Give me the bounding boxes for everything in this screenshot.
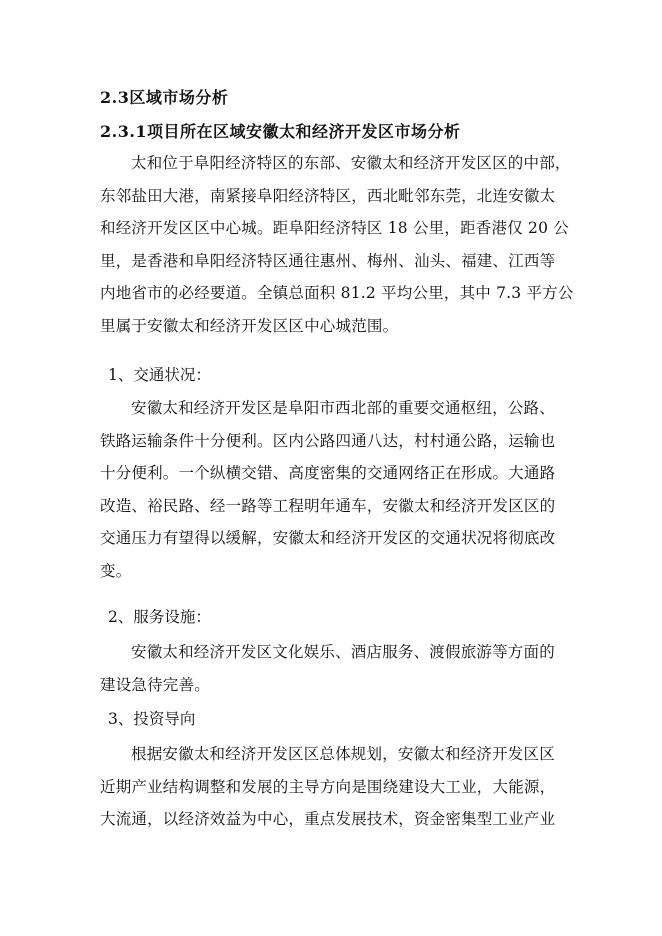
- traffic-paragraph: [100, 392, 560, 587]
- investment-paragraph: [100, 738, 560, 836]
- paragraph-line: 建设急待完善。: [100, 675, 210, 694]
- intro-paragraph: [100, 147, 574, 342]
- paragraph-line: 太和位于阜阳经济特区的东部、安徽太和经济开发区区的中部，: [131, 154, 571, 172]
- list-item-label-investment: 3、投资导向: [108, 710, 196, 728]
- paragraph-line: 交通压力有望得以缓解，安徽太和经济开发区的交通状况将彻底改: [100, 529, 556, 547]
- paragraph-line: 内地省市的必经要道。全镇总面积 81.2 平均公里，其中 7.3 平方公: [100, 284, 574, 302]
- paragraph-line: 根据安徽太和经济开发区区总体规划，安徽太和经济开发区区: [131, 745, 555, 763]
- list-item-label-services: 2、服务设施：: [108, 608, 211, 626]
- paragraph-line: 近期产业结构调整和发展的主导方向是围绕建设大工业，大能源，: [100, 777, 556, 796]
- paragraph-line: 和经济开发区区中心城。距阜阳经济特区 18 公里，距香港仅 20 公: [100, 219, 569, 237]
- paragraph-line: 改造、裕民路、经一路等工程明年通车，安徽太和经济开发区区的: [100, 496, 556, 515]
- subsection-heading: 2.3.1项目所在区域安徽太和经济开发区市场分析: [100, 122, 461, 141]
- section-heading: 2.3区域市场分析: [100, 88, 229, 107]
- paragraph-line: 里，是香港和阜阳经济特区通往惠州、梅州、汕头、福建、江西等: [100, 251, 556, 270]
- paragraph-line: 铁路运输条件十分便利。区内公路四通八达，村村通公路，运输也: [100, 431, 556, 450]
- paragraph-line: 安徽太和经济开发区文化娱乐、酒店服务、渡假旅游等方面的: [131, 643, 555, 661]
- paragraph-line: 变。: [100, 561, 132, 580]
- paragraph-line: 安徽太和经济开发区是阜阳市西北部的重要交通枢纽，公路、: [131, 399, 555, 417]
- paragraph-line: 里属于安徽太和经济开发区区中心城范围。: [100, 316, 399, 335]
- paragraph-line: 十分便利。一个纵横交错、高度密集的交通网络正在形成。大通路: [100, 464, 556, 482]
- services-paragraph: [100, 636, 560, 701]
- paragraph-line: 东邻盐田大港，南紧接阜阳经济特区，西北毗邻东莞，北连安徽太: [100, 186, 556, 205]
- paragraph-line: 大流通，以经济效益为中心，重点发展技术，资金密集型工业产业: [100, 810, 556, 828]
- list-item-label-traffic: 1、交通状况：: [108, 366, 211, 384]
